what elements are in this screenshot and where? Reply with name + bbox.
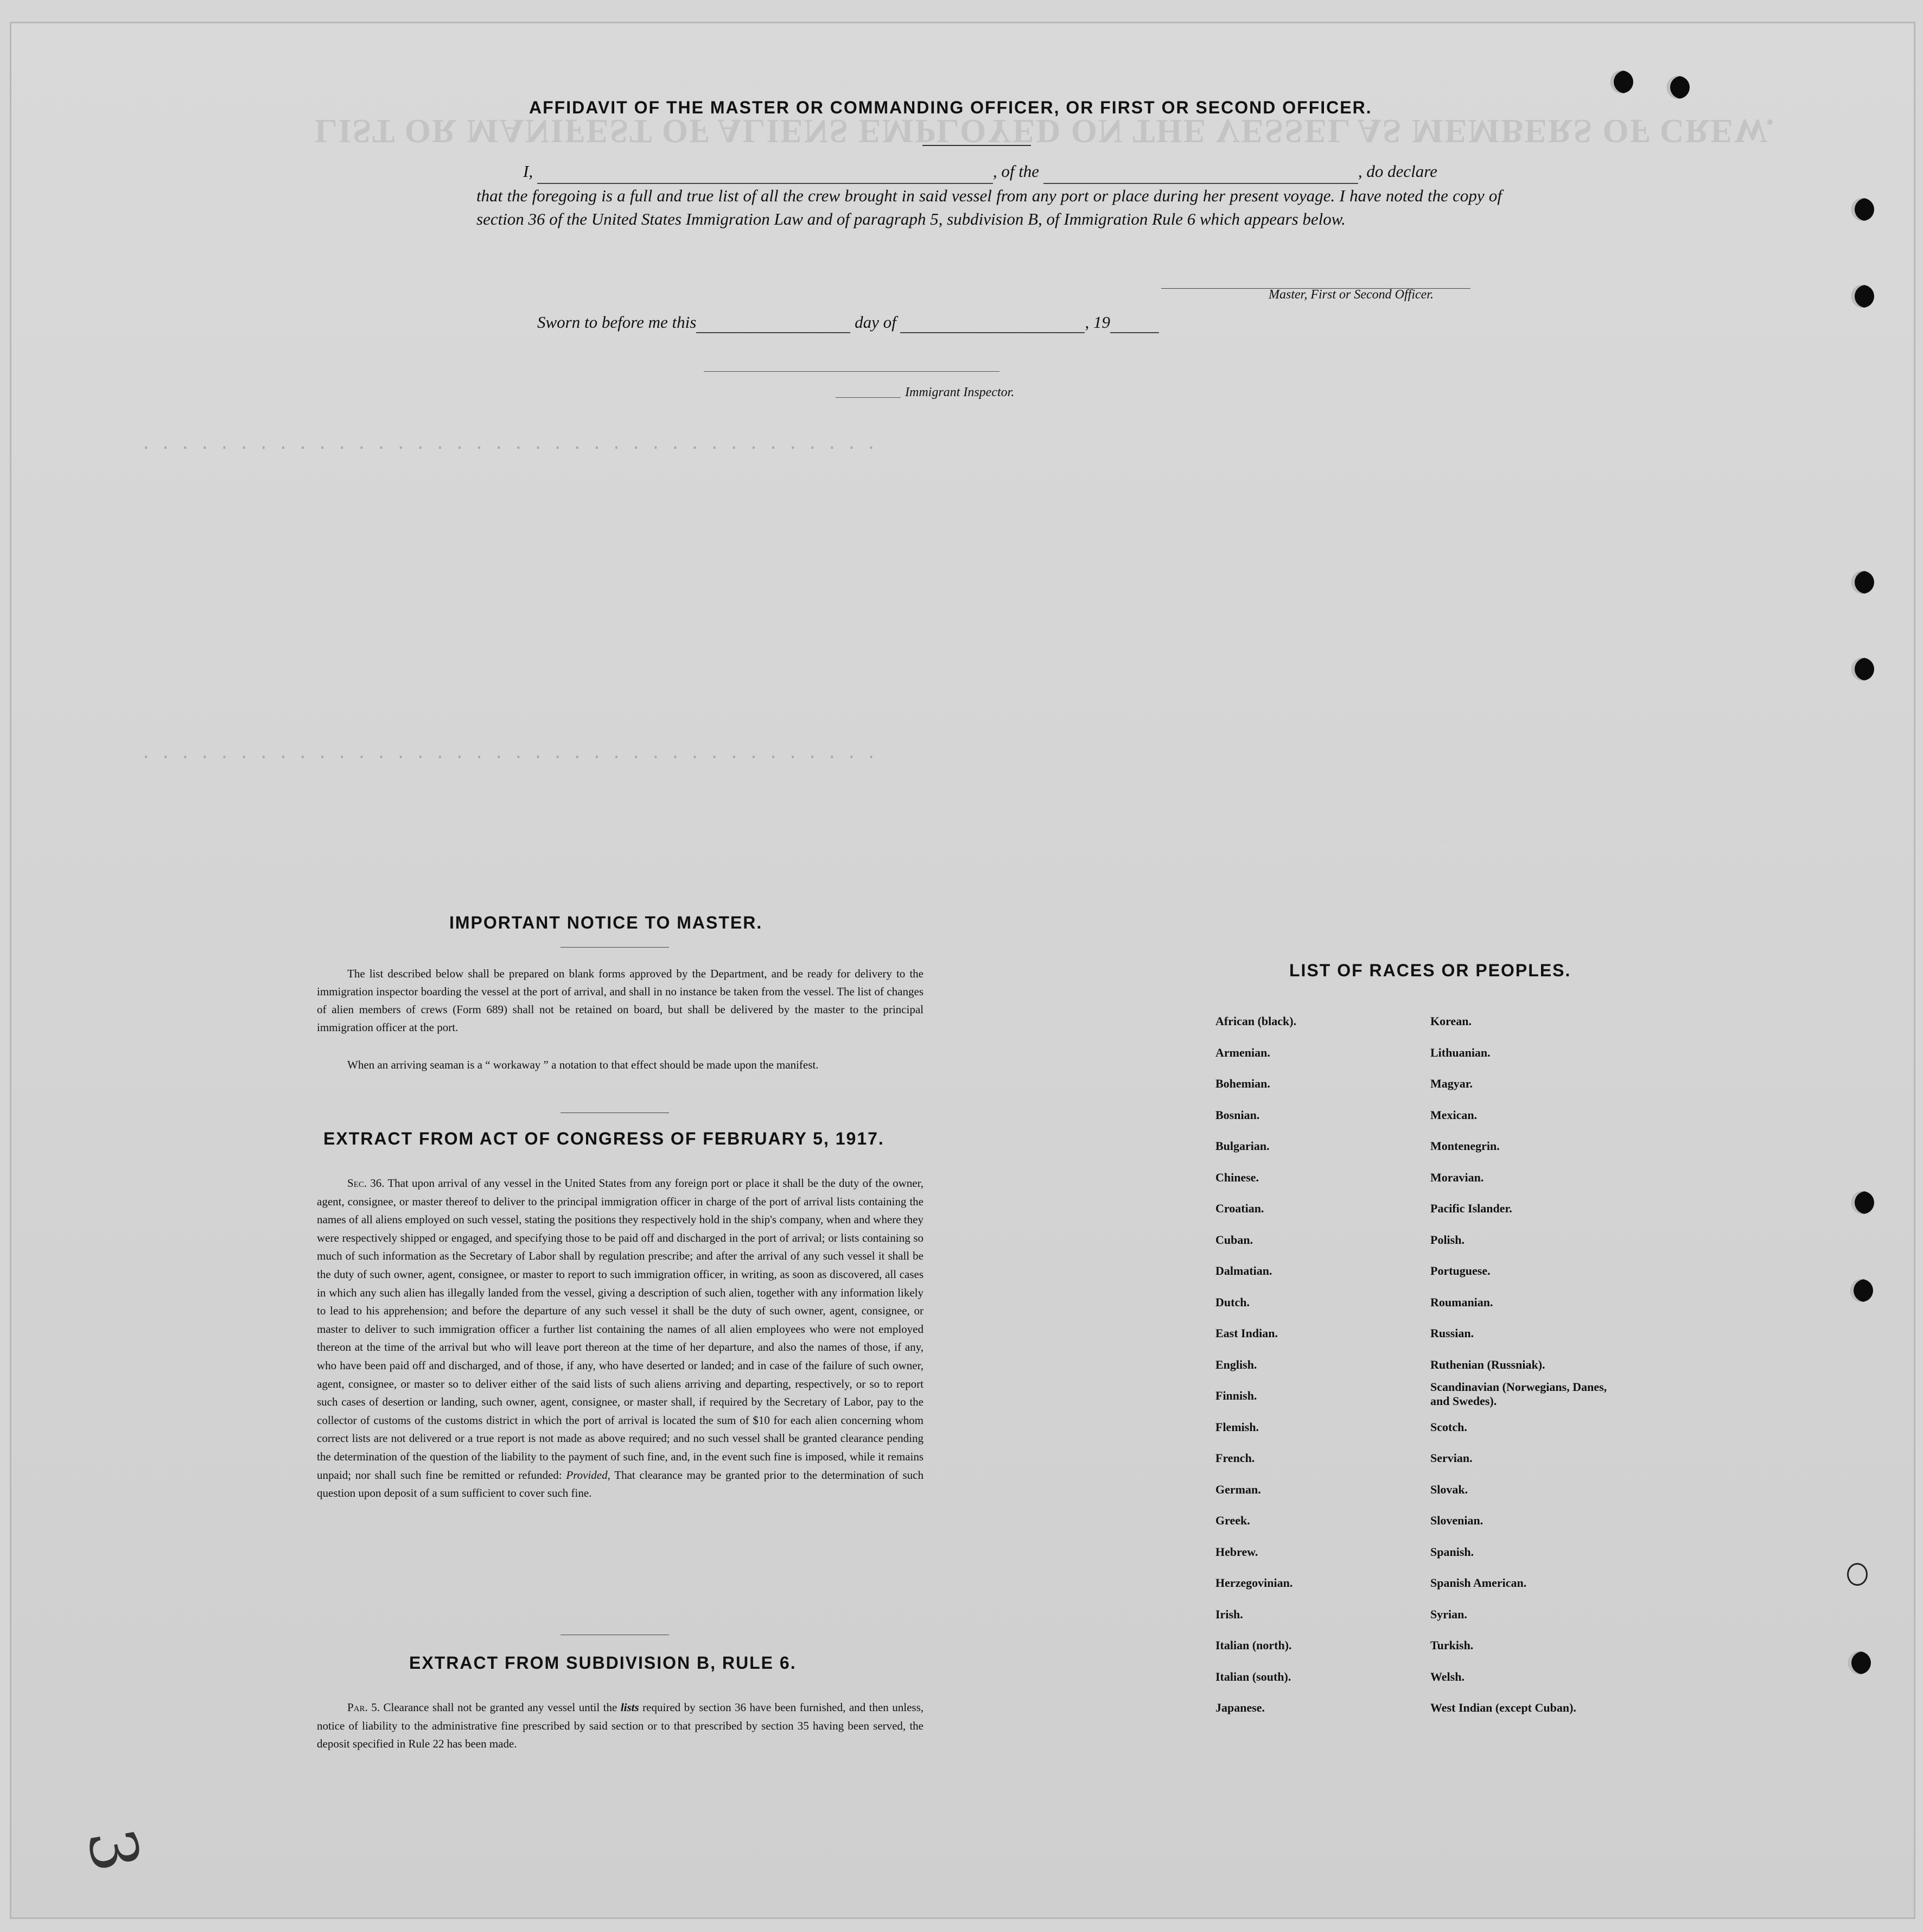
race-item: Portuguese. [1430,1264,1491,1278]
affidavit-do-declare: , do declare [1358,162,1437,181]
inspector-signature-label: Immigrant Inspector. [905,385,1015,399]
punch-hole [1851,198,1874,221]
race-item: Polish. [1430,1232,1464,1247]
affidavit-statement: that the foregoing is a full and true list of all the crew brought in said vessel from any port or place during her present voyage. I have noted the copy of section 36 of the United States Immigration Law and of paragraph 5, subdivision B, of Immigration Rule 6 which appears below. [476,186,1502,228]
affidavit-title: AFFIDAVIT OF THE MASTER OR COMMANDING OFFICER, OR FIRST OR SECOND OFFICER. [529,98,1372,117]
race-item: Servian. [1430,1451,1473,1465]
punch-hole [1851,571,1874,594]
race-item: Welsh. [1430,1669,1464,1683]
sworn-month-field[interactable] [900,313,1085,333]
race-item: Greek. [1215,1514,1250,1527]
paragraph-label: Par. 5. [347,1701,380,1714]
races-column-1 [1215,1006,1296,1724]
race-item: Scandinavian (Norwegians, Danes, and Swedes). [1430,1380,1607,1408]
race-item: French. [1215,1451,1255,1465]
race-item: Armenian. [1215,1045,1270,1059]
race-item: Bohemian. [1215,1077,1270,1090]
day-of-label: day of [855,313,896,332]
race-item: Dutch. [1215,1295,1250,1309]
race-item: Cuban. [1215,1232,1253,1247]
rule-extract-title: EXTRACT FROM SUBDIVISION B, RULE 6. [409,1653,797,1673]
punch-hole [1667,76,1690,99]
sworn-day-field[interactable] [696,313,850,333]
punch-hole [1851,1191,1874,1214]
master-signature-label: Master, First or Second Officer. [1269,288,1434,302]
race-item: Bosnian. [1215,1108,1260,1122]
punch-hole [1851,285,1874,308]
race-item: Slovenian. [1430,1514,1483,1527]
divider [561,947,669,948]
race-item: Hebrew. [1215,1545,1258,1559]
act-extract-body [317,1174,924,1503]
race-item: East Indian. [1215,1326,1278,1340]
section-36-text: That upon arrival of any vessel in the United States from any foreign port or place it shall be the duty of the owner, agent, consignee, or master thereof to deliver to the principal immigration officer in charge of the port of arrival lists containing the names of all aliens employed on such vessel, stating the positions they respectively hold in the ship's company, when and where they were respectively shipped or engaged, and specifying those to be paid off and discharged in the port of arrival; or lists containing so much of such information as the Secretary of Labor shall by regulation prescribe; and after the arrival of any such vessel it shall be the duty of such owner, agent, consignee, or master to report to such immigration officer, in writing, as soon as discovered, all cases in which any such alien has illegally landed from the vessel, giving a description of such alien, together with any information likely to lead to his apprehension; and before the departure of any such vessel it shall be the duty of such owner, agent, consignee, or master to deliver to such immigration officer a further list containing the names of all alien employees who were not employed thereon at the time of the arrival but who will leave port thereon at the time of her departure, and also the names of those, if any, who have been paid off and discharged, and of those, if any, who have deserted or landed; and in case of the failure of such owner, agent, consignee, or master so to deliver either of the said lists of such aliens arriving and departing, respectively, or so to report such cases of desertion or landing, such owner, agent, consignee, or master shall, if required by the Secretary of Labor, pay to the collector of customs of the customs district in which the port of arrival is located the sum of $10 for each alien concerning whom correct lists are not delivered or a true report is not made as above required; and no such vessel shall be granted clearance pending the determination of the question of the liability to the payment of such fine, and, in the event such fine is imposed, while it remains unpaid; nor shall such fine be remitted or refunded: [317,1177,924,1482]
race-item: Italian (south). [1215,1669,1291,1683]
affidavit-body [476,160,1502,231]
race-item: Chinese. [1215,1170,1259,1184]
race-item: Finnish. [1215,1389,1257,1402]
race-item: Bulgarian. [1215,1139,1270,1153]
race-item: Magyar. [1430,1077,1473,1090]
punch-hole [1851,658,1874,681]
race-item: Irish. [1215,1607,1243,1621]
section-36-tail: That clearance may be granted prior to the determination of such question upon deposit of a sum sufficient to cover such fine. [317,1468,924,1500]
affidavit-of-the: , of the [992,162,1040,181]
inspector-signature-line-2 [836,397,901,398]
race-item: Syrian. [1430,1607,1467,1621]
race-item: Pacific Islander. [1430,1202,1512,1215]
bleed-through-row: . . . . . . . . . . . . . . . . . . . . . . . . . . . . . . . . . . . . . . [141,434,876,453]
race-item: Herzegovinian. [1215,1576,1293,1590]
punch-hole [1847,1563,1868,1586]
notice-paragraph-2: When an arriving seaman is a “ workaway ” a notation to that effect should be made upon the manifest. [347,1058,819,1071]
year-label: , 19 [1085,313,1110,332]
bleed-through-header: LIST OR MANIFEST OF ALIENS EMPLOYED ON THE VESSEL AS MEMBERS OF CREW. [315,112,1775,149]
par-5-text-b: required by section 36 have been furnished, and then unless, notice of liability to the administrative fine prescribed by said section or to that prescribed by section 35 having been served, the deposit specified in Rule 22 has been made. [317,1701,924,1751]
notice-title: IMPORTANT NOTICE TO MASTER. [449,913,763,932]
race-item: Montenegrin. [1430,1139,1500,1153]
race-item: West Indian (except Cuban). [1430,1701,1576,1714]
race-item: German. [1215,1482,1261,1496]
handwritten-page-number: 3 [72,1823,154,1878]
inspector-signature-line[interactable] [704,371,999,372]
race-item: Korean. [1430,1014,1472,1028]
lists-word: lists [620,1701,639,1714]
race-item: Mexican. [1430,1108,1478,1122]
punch-hole [1610,71,1633,93]
sworn-label: Sworn to before me this [537,313,697,332]
vessel-field[interactable] [1043,160,1358,184]
races-title: LIST OF RACES OR PEOPLES. [1289,961,1571,980]
race-item: Spanish. [1430,1545,1474,1559]
punch-hole [1850,1279,1873,1302]
race-item: Scotch. [1430,1420,1467,1434]
race-item: Russian. [1430,1326,1474,1340]
race-item: English. [1215,1357,1257,1371]
section-label: Sec. 36. [347,1177,385,1190]
sworn-year-field[interactable] [1110,313,1159,333]
race-item: Slovak. [1430,1482,1468,1496]
par-5-text-a: Clearance shall not be granted any vessel until the [383,1701,617,1714]
punch-hole [1848,1651,1871,1674]
race-item: Roumanian. [1430,1295,1493,1309]
act-extract-title: EXTRACT FROM ACT OF CONGRESS OF FEBRUARY 5, 1917. [323,1129,884,1148]
notice-paragraph-1: The list described below shall be prepared on blank forms approved by the Department, and be ready for delivery to the immigration inspector boarding the vessel at the port of arrival, and shall in no instance be taken from the vessel. The list of changes of alien members of crews (Form 689) shall not be retained on board, but shall be delivered by the master to the principal immigration officer at the port. [317,967,924,1034]
race-item: Ruthenian (Russniak). [1430,1357,1545,1371]
race-item: Japanese. [1215,1701,1265,1714]
provided-word: Provided, [566,1468,610,1482]
race-item: African (black). [1215,1014,1297,1028]
race-item: Croatian. [1215,1202,1264,1215]
race-item: Flemish. [1215,1420,1259,1434]
affidavit-i: I, [523,162,533,181]
race-item: Spanish American. [1430,1576,1527,1590]
bleed-through-row: . . . . . . . . . . . . . . . . . . . . . . . . . . . . . . . . . . . . . . [141,743,876,762]
paper-sheet [10,22,1915,1919]
race-item: Dalmatian. [1215,1264,1272,1278]
sworn-line [537,313,1159,333]
race-item: Lithuanian. [1430,1045,1491,1059]
race-item: Moravian. [1430,1170,1484,1184]
races-column-2 [1430,1006,1609,1724]
name-field[interactable] [537,160,993,184]
divider [922,145,1031,146]
race-item: Italian (north). [1215,1638,1292,1652]
rule-extract-body [317,1699,924,1753]
race-item: Turkish. [1430,1638,1474,1652]
